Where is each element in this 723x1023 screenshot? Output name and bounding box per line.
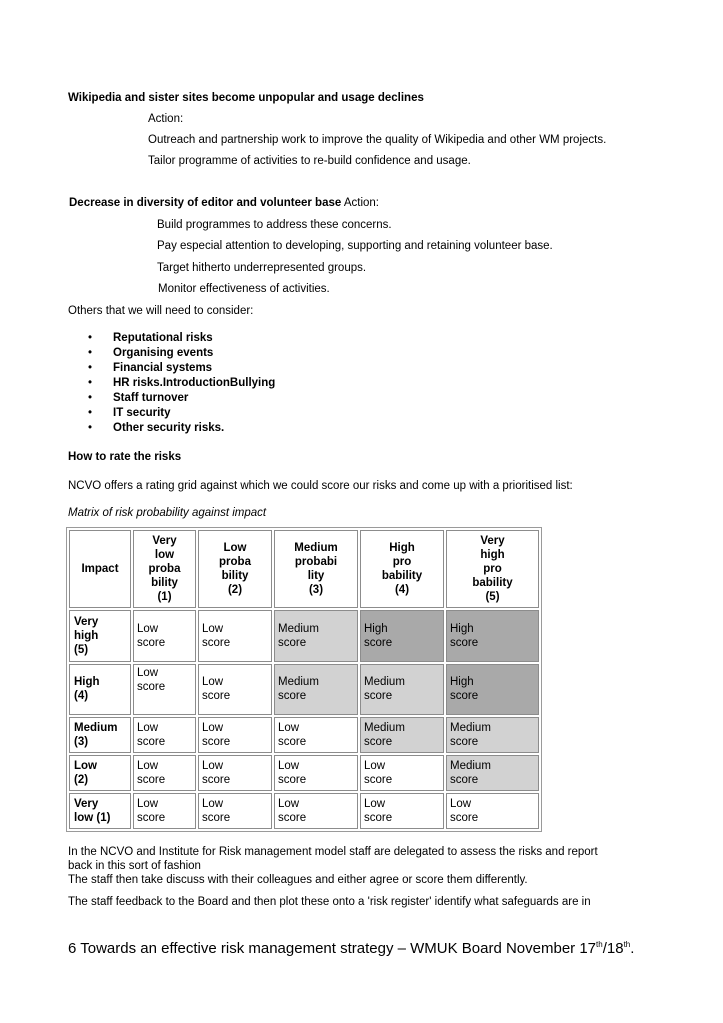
- footer-sup: th: [596, 940, 603, 949]
- column-header-line: lity: [307, 570, 325, 583]
- score-line: score: [450, 636, 479, 649]
- row-header-line: Very: [74, 615, 99, 628]
- matrix-score-cell: [446, 664, 539, 715]
- section2-line: Pay especial attention to developing, supporting and retaining volunteer base.: [157, 240, 553, 252]
- table-row: [69, 610, 539, 661]
- score-line: Low: [137, 666, 159, 679]
- score-line: Low: [202, 676, 224, 689]
- score-line: score: [137, 735, 166, 748]
- row-header-line: High: [74, 676, 100, 689]
- matrix-score-cell: [274, 793, 358, 829]
- matrix-score-cell: [133, 793, 196, 829]
- matrix-score-cell: [198, 793, 272, 829]
- matrix-score-cell: [133, 755, 196, 791]
- score-line: High: [364, 622, 388, 635]
- list-item: • Financial systems: [88, 361, 275, 376]
- score-line: Medium: [450, 721, 491, 734]
- score-line: score: [278, 690, 307, 703]
- score-line: Low: [450, 797, 472, 810]
- row-header-line: Low: [74, 759, 97, 772]
- column-header-line: (3): [308, 584, 324, 597]
- column-header-line: bility: [221, 570, 249, 583]
- matrix-score-cell: [198, 664, 272, 715]
- score-line: Low: [137, 759, 159, 772]
- score-line: score: [450, 735, 479, 748]
- column-header-line: Very: [480, 535, 505, 548]
- column-header-line: (2): [227, 584, 243, 597]
- matrix-score-cell: [274, 717, 358, 753]
- score-line: score: [450, 773, 479, 786]
- risk-list: [88, 331, 275, 436]
- score-line: Medium: [364, 676, 405, 689]
- matrix-score-cell: [446, 717, 539, 753]
- after-line: The staff then take discuss with their colleagues and either agree or score them differently.: [68, 874, 528, 886]
- score-line: Low: [202, 759, 224, 772]
- score-line: score: [364, 811, 393, 824]
- list-item: • Reputational risks: [88, 331, 275, 346]
- matrix-score-cell: [360, 610, 444, 661]
- row-header-line: (3): [74, 735, 89, 748]
- column-header-line: (5): [485, 591, 500, 604]
- matrix-score-cell: [446, 610, 539, 661]
- table-row: [69, 717, 539, 753]
- column-header-line: pro: [392, 556, 412, 569]
- table-row: [69, 793, 539, 829]
- list-item: • IT security: [88, 406, 275, 421]
- matrix-score-cell: [198, 755, 272, 791]
- matrix-score-cell: [198, 610, 272, 661]
- column-header-line: bility: [151, 577, 178, 590]
- matrix-score-cell: [446, 793, 539, 829]
- matrix-score-cell: [360, 717, 444, 753]
- after-line: The staff feedback to the Board and then plot these onto a 'risk register' identify what safeguards are in: [68, 896, 591, 908]
- row-header-line: high: [74, 629, 99, 642]
- score-line: score: [202, 735, 231, 748]
- section2-action-label: Action:: [341, 197, 379, 209]
- column-header-line: bability: [472, 577, 513, 590]
- score-line: Low: [137, 797, 159, 810]
- row-header-line: (5): [74, 643, 89, 656]
- column-header-line: pro: [483, 563, 502, 576]
- matrix-row-header: [69, 664, 131, 715]
- matrix-score-cell: [360, 793, 444, 829]
- score-line: score: [202, 636, 231, 649]
- column-header-line: high: [480, 549, 505, 562]
- matrix-score-cell: [446, 755, 539, 791]
- score-line: score: [364, 735, 393, 748]
- score-line: score: [202, 773, 231, 786]
- score-line: Low: [278, 759, 300, 772]
- section1-line: Tailor programme of activities to re-build confidence and usage.: [148, 155, 471, 167]
- matrix-score-cell: [274, 755, 358, 791]
- matrix-row-header: [69, 717, 131, 753]
- section1-line: Outreach and partnership work to improve the quality of Wikipedia and other WM projects.: [148, 134, 607, 146]
- score-line: High: [450, 622, 474, 635]
- matrix-score-cell: [360, 664, 444, 715]
- row-header-line: low (1): [74, 811, 111, 824]
- list-item: • Organising events: [88, 346, 275, 361]
- score-line: Low: [364, 797, 386, 810]
- matrix-column-header: [360, 530, 444, 608]
- matrix-column-header: [198, 530, 272, 608]
- footer-mid: /18: [602, 940, 624, 957]
- score-line: Low: [137, 721, 159, 734]
- score-line: score: [278, 773, 307, 786]
- after-line: In the NCVO and Institute for Risk management model staff are delegated to assess the risks and report: [68, 846, 598, 858]
- score-line: score: [137, 680, 166, 693]
- matrix-row-header: [69, 793, 131, 829]
- score-line: Medium: [278, 622, 319, 635]
- matrix-header-row: [69, 530, 539, 608]
- page-footer: [68, 936, 634, 958]
- list-item: • Staff turnover: [88, 391, 275, 406]
- footer-text: 6 Towards an effective risk management strategy – WMUK Board November 17: [68, 940, 597, 957]
- list-item: • HR risks.IntroductionBullying: [88, 376, 275, 391]
- score-line: score: [364, 773, 393, 786]
- matrix-row-header: [69, 610, 131, 661]
- matrix-score-cell: [133, 610, 196, 661]
- column-header-line: bability: [381, 570, 423, 583]
- score-line: score: [137, 773, 166, 786]
- score-line: High: [450, 676, 474, 689]
- row-header-line: (4): [74, 690, 89, 703]
- score-line: score: [450, 811, 479, 824]
- column-header-line: High: [389, 542, 415, 555]
- ncvo-text: NCVO offers a rating grid against which we could score our risks and come up with a prioritised list:: [68, 480, 573, 492]
- matrix-column-header: [446, 530, 539, 608]
- risk-matrix-table: [66, 527, 542, 832]
- column-header-line: proba: [219, 556, 251, 569]
- score-line: Low: [364, 759, 386, 772]
- score-line: Low: [202, 797, 224, 810]
- score-line: Low: [137, 622, 159, 635]
- section2-line: Target hitherto underrepresented groups.: [157, 262, 367, 274]
- row-header-line: Very: [74, 797, 99, 810]
- matrix-row-header: [69, 755, 131, 791]
- column-header-line: (4): [394, 584, 410, 597]
- matrix-score-cell: [133, 717, 196, 753]
- others-intro: Others that we will need to consider:: [68, 305, 254, 317]
- score-line: score: [278, 735, 307, 748]
- footer-end: .: [630, 940, 635, 957]
- section1-action-label: Action:: [148, 113, 184, 125]
- score-line: score: [202, 811, 231, 824]
- score-line: Low: [202, 622, 224, 635]
- column-header-line: (1): [157, 591, 172, 604]
- row-header-line: (2): [74, 773, 89, 786]
- column-header-line: Low: [223, 542, 247, 555]
- score-line: score: [278, 636, 307, 649]
- score-line: Low: [202, 721, 224, 734]
- score-line: score: [364, 690, 393, 703]
- matrix-score-cell: [274, 664, 358, 715]
- column-header-line: proba: [148, 563, 181, 576]
- list-item: • Other security risks.: [88, 421, 275, 436]
- matrix-score-cell: [274, 610, 358, 661]
- score-line: Medium: [450, 759, 491, 772]
- score-line: score: [202, 690, 231, 703]
- score-line: Low: [278, 797, 300, 810]
- score-line: Medium: [364, 721, 405, 734]
- matrix-column-header: [274, 530, 358, 608]
- score-line: score: [278, 811, 307, 824]
- section2-line: Build programmes to address these concerns.: [157, 219, 392, 231]
- table-row: [69, 755, 539, 791]
- section2-heading: Decrease in diversity of editor and volunteer base: [69, 197, 342, 209]
- matrix-score-cell: [360, 755, 444, 791]
- matrix-column-header: [133, 530, 196, 608]
- table-row: [69, 664, 539, 715]
- section1-heading: Wikipedia and sister sites become unpopular and usage declines: [68, 92, 424, 104]
- section2-heading-line: [69, 196, 379, 210]
- matrix-caption: Matrix of risk probability against impact: [68, 507, 267, 519]
- rate-heading: How to rate the risks: [68, 451, 182, 463]
- score-line: score: [137, 811, 166, 824]
- score-line: Low: [278, 721, 300, 734]
- score-line: score: [450, 690, 479, 703]
- matrix-corner-header: Impact: [69, 530, 131, 608]
- score-line: score: [364, 636, 393, 649]
- score-line: score: [137, 636, 166, 649]
- score-line: Medium: [278, 676, 319, 689]
- section2-line: Monitor effectiveness of activities.: [158, 283, 330, 295]
- column-header-line: probabi: [294, 556, 338, 569]
- after-line: back in this sort of fashion: [68, 860, 201, 872]
- column-header-line: low: [154, 549, 175, 562]
- footer-sup: th: [623, 940, 631, 949]
- matrix-score-cell: [133, 664, 196, 715]
- column-header-line: Medium: [294, 542, 338, 555]
- column-header-line: Very: [152, 535, 177, 548]
- matrix-score-cell: [198, 717, 272, 753]
- row-header-line: Medium: [74, 721, 118, 734]
